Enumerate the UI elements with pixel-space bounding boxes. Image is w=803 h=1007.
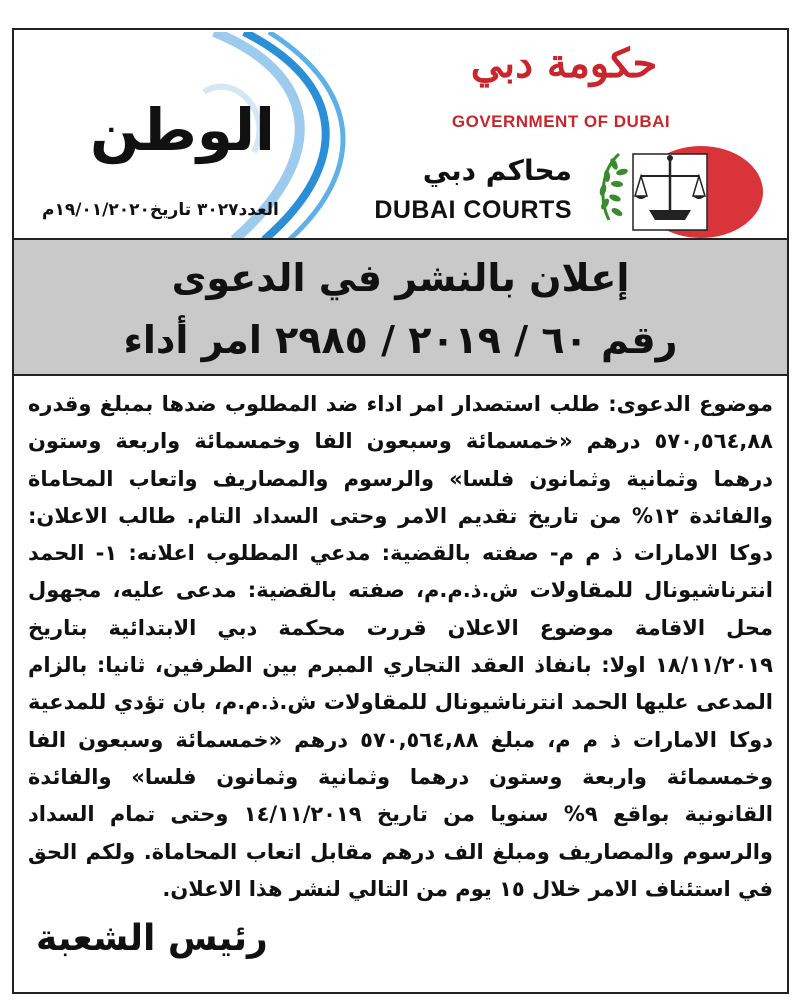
signature: رئيس الشعبة xyxy=(36,918,268,959)
newspaper-name: الوطن xyxy=(90,96,275,164)
courts-name-english: DUBAI COURTS xyxy=(374,196,572,224)
title-band xyxy=(14,238,787,376)
dubai-courts-emblem-icon xyxy=(589,140,765,240)
announcement-frame xyxy=(12,28,789,994)
government-logo-english: GOVERNMENT OF DUBAI xyxy=(451,112,671,131)
government-logo-arabic: حكومة دبي xyxy=(470,40,658,87)
announcement-title: إعلان بالنشر في الدعوى xyxy=(171,256,630,300)
header xyxy=(14,30,787,238)
announcement-body: موضوع الدعوى: طلب استصدار امر اداء ضد المطلوب ضدها بمبلغ وقدره ٥٧٠,٥٦٤,٨٨ درهم «خمسمائة وسبعون الفا وخمسمائة واربعة وستون درهما وثمانية وثمانون فلسا» والرسوم والمصاريف واتعاب المحاماة والفائدة ١٢% من تاريخ تقديم الامر وحتى السداد التام. طالب الاعلان: دوكا الامارات ذ م م- صفته بالقضية: مدعي المطلوب اعلانه: ١- الحمد انترناشيونال للمقاولات ش.ذ.م.م، صفته بالقضية: مدعى عليه، مجهول محل الاقامة موضوع الاعلان قررت محكمة دبي الابتدائية بتاريخ ١٨/١١/٢٠١٩ اولا: بانفاذ العقد التجاري المبرم بين الطرفين، ثانيا: بالزام المدعى عليها الحمد انترناشيونال للمقاولات ش.ذ.م.م، بان تؤدي للمدعية دوكا الامارات ذ م م، مبلغ ٥٧٠,٥٦٤,٨٨ درهم «خمسمائة وسبعون الفا وخمسمائة واربعة وستون درهما وثمانية وثمانون فلسا» والفائدة القانونية بواقع ٩% سنويا من تاريخ ١٤/١١/٢٠١٩ وحتى تمام السداد والرسوم والمصاريف ومبلغ الف درهم مقابل اتعاب المحاماة. ولكم الحق في استئناف الامر خلال ١٥ يوم من التالي لنشر هذا الاعلان. xyxy=(28,392,773,901)
case-number: رقم ٦٠ / ٢٠١٩ / ٢٩٨٥ امر أداء xyxy=(123,318,678,362)
courts-name-arabic: محاكم دبي xyxy=(422,154,572,187)
issue-info: العدد٣٠٢٧ تاريخ١٩/٠١/٢٠٢٠م xyxy=(42,200,279,220)
